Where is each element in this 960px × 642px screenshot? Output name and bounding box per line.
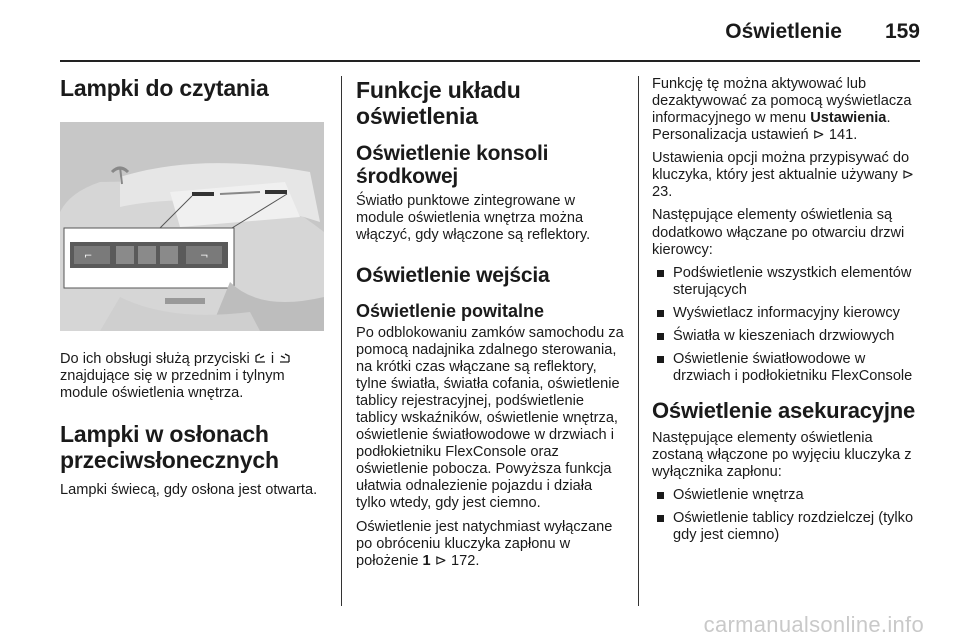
column-divider-2 (638, 76, 639, 606)
heading-entry-lighting: Oświetlenie wejścia (356, 263, 550, 287)
reading-lamp-photo (60, 122, 324, 331)
section-title: Oświetlenie (725, 20, 842, 43)
driver-door-list (652, 265, 924, 385)
ignition-position: 1 (422, 552, 431, 569)
heading-console-lighting: Oświetlenie konsoli środkowej (356, 141, 549, 189)
watermark: carmanualsonline.info (703, 612, 924, 637)
reading-lamps-text (60, 351, 328, 402)
text-fragment: znajdujące się w przednim i tylnym module oświetlenia wnętrza. (60, 367, 285, 401)
reference-arrow-icon: ⊳ (901, 167, 915, 184)
page-number: 159 (884, 20, 920, 43)
list-item: Światła w kieszeniach drzwiowych (652, 328, 924, 345)
list-item: Oświetlenie tablicy rozdzielczej (tylko gdy jest ciemno) (652, 510, 924, 544)
reading-lamp-left-icon (254, 352, 267, 364)
heading-welcome-lighting: Oświetlenie powitalne (356, 301, 545, 322)
page-reference: 172. (451, 552, 480, 569)
text-fragment: . Personalizacja ustawień (652, 110, 891, 144)
heading-lighting-functions: Funkcje układu oświetlenia (356, 77, 521, 129)
header-rule (60, 60, 920, 62)
heading-reading-lamps: Lampki do czytania (60, 75, 269, 101)
reference-arrow-icon: ⊳ (434, 552, 447, 569)
page-footer (0, 612, 960, 642)
heading-safety-lighting: Oświetlenie asekuracyjne (652, 398, 916, 423)
page-reference: 23. (652, 184, 673, 201)
list-item: Oświetlenie światłowodowe w drzwiach i podłokietniku FlexConsole (652, 351, 924, 385)
column-left (60, 76, 328, 506)
list-item: Podświetlenie wszystkich elementów sterujących (652, 265, 924, 299)
safety-lighting-text: Następujące elementy oświetlenia zostaną włączone po wyjęciu kluczyka z wyłącznika zapłonu: (652, 429, 912, 480)
text-fragment: i (270, 350, 275, 367)
reference-arrow-icon: ⊳ (812, 127, 825, 144)
text-fragment: Ustawienia opcji można przypisywać do kluczyka, który jest aktualnie używany (652, 150, 910, 184)
visor-lamps-text: Lampki świecą, gdy osłona jest otwarta. (60, 482, 318, 499)
list-item: Wyświetlacz informacyjny kierowcy (652, 305, 924, 322)
lighting-off-text (356, 519, 624, 570)
text-fragment: Oświetlenie jest natychmiast wyłączane po obróceniu kluczyka zapłonu w położenie (356, 518, 613, 569)
driver-door-text: Następujące elementy oświetlenia są dodatkowo włączane po otwarciu drzwi kierowcy: (652, 207, 905, 258)
heading-visor-lamps: Lampki w osłonach przeciwsłonecznych (60, 420, 279, 473)
page-header (0, 0, 960, 62)
safety-lighting-list (652, 487, 924, 544)
column-divider-1 (341, 76, 342, 606)
reading-lamp-right-icon (278, 352, 291, 364)
column-middle (356, 78, 624, 576)
key-assignment-text (652, 150, 924, 201)
list-item: Oświetlenie wnętrza (652, 487, 924, 504)
text-fragment: Do ich obsługi służą przyciski (60, 350, 250, 367)
text-fragment: Funkcję tę można aktywować lub dezaktywować za pomocą wyświetlacza informacyjnego w menu (652, 76, 912, 127)
menu-settings-text (652, 76, 924, 144)
svg-text:⌐: ⌐ (84, 250, 93, 262)
menu-name: Ustawienia (810, 110, 887, 127)
page-reference: 141. (828, 127, 858, 144)
console-lighting-text: Światło punktowe zintegrowane w module oświetlenia wnętrza można włączyć, gdy włączone są reflektory. (356, 192, 591, 243)
column-right (652, 76, 924, 550)
welcome-lighting-text: Po odblokowaniu zamków samochodu za pomocą nadajnika zdalnego sterowania, na krótki czas włączane są reflektory, tylne światła, światła cofania, oświetlenie tablicy rejestracyjnej, podświetlenie tablicy wskaźników, oświetlenie wnętrza, oświetlenie światłowodowe w drzwiach i podłokietniku FlexConsole oraz oświetlenie pobocza. Powyższa funkcja ułatwia odnalezienie pojazdu i działa tylko wtedy, gdy jest ciemno. (356, 324, 624, 512)
svg-text:¬: ¬ (200, 250, 209, 262)
